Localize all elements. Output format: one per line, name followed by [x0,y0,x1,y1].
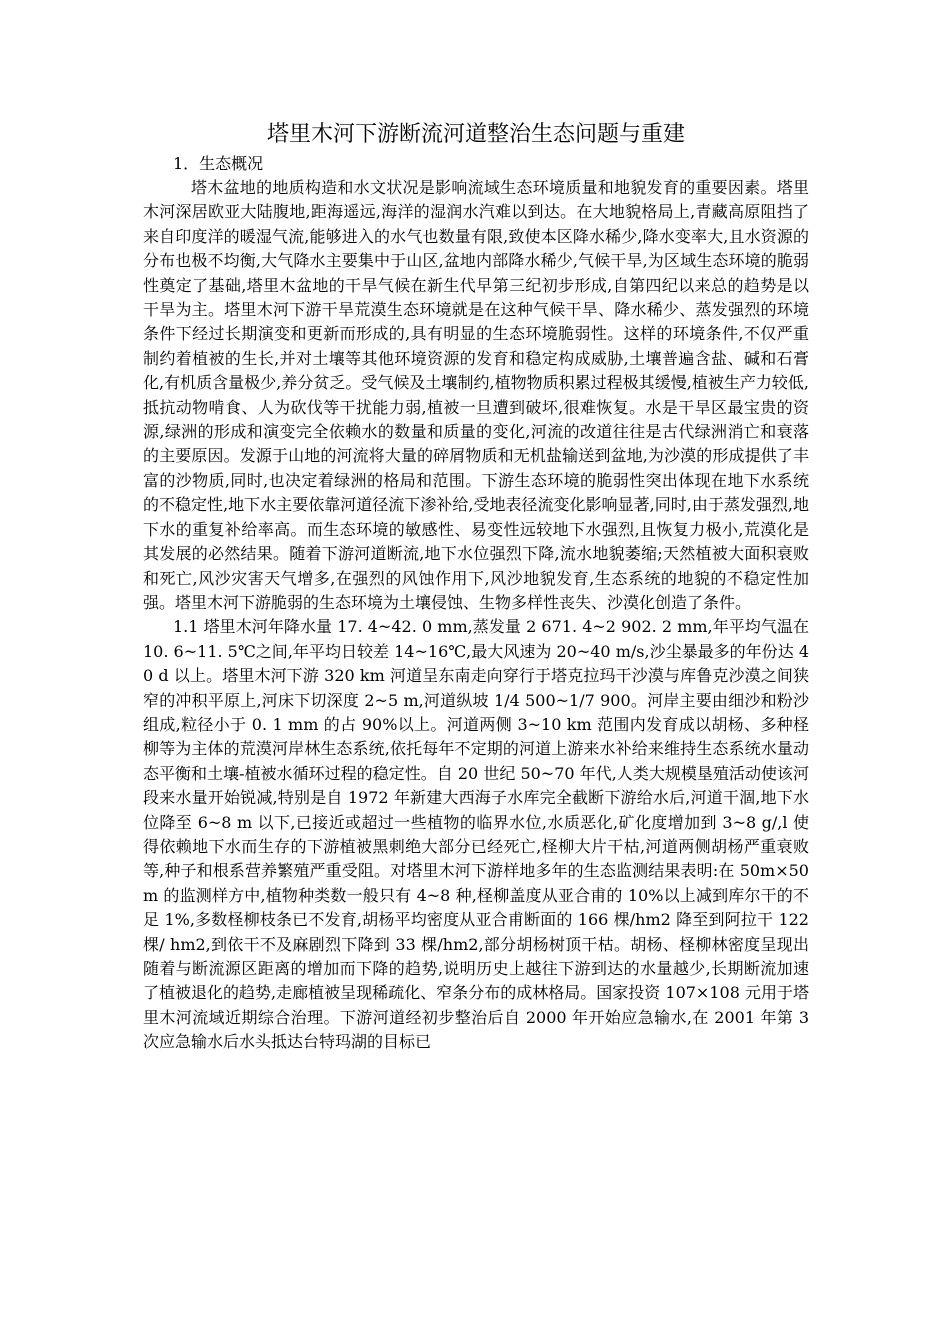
document-title: 塔里木河下游断流河道整治生态问题与重建 [266,122,685,147]
section-heading: 1．生态概况 [173,154,264,173]
body-paragraph: 塔木盆地的地质构造和水文状况是影响流域生态环境质量和地貌发育的重要因素。塔里木河深居欧亚大陆腹地,距海遥远,海洋的湿润水汽难以到达。在大地貌格局上,青藏高原阻挡了来自印度洋的暖湿气流,能够进入的水气也数量有限,致使本区降水稀少,降水变率大,且水资源的分布也极不均衡,大气降水主要集中于山区,盆地内部降水稀少,气候干旱,为区域生态环境的脆弱性奠定了基础,塔里木盆地的干旱气候在新生代早第三纪初步形成,自第四纪以来总的趋势是以干旱为主。塔里木河下游干旱荒漠生态环境就是在这种气候干旱、降水稀少、蒸发强烈的环境条件下经过长期演变和更新而形成的,具有明显的生态环境脆弱性。这样的环境条件,不仅严重制约着植被的生长,并对土壤等其他环境资源的发育和稳定构成威胁,土壤普遍含盐、碱和石膏化,有机质含量极少,养分贫乏。受气候及土壤制约,植物物质积累过程极其缓慢,植被生产力较低,抵抗动物啃食、人为砍伐等干扰能力弱,植被一旦遭到破坏,很难恢复。水是干旱区最宝贵的资源,绿洲的形成和演变完全依赖水的数量和质量的变化,河流的改道往往是古代绿洲消亡和衰落的主要原因。发源于山地的河流将大量的碎屑物质和无机盐输送到盆地,为沙漠的形成提供了丰富的沙物质,同时,也决定着绿洲的格局和范围。下游生态环境的脆弱性突出体现在地下水系统的不稳定性,地下水主要依靠河道径流下渗补给,受地表径流变化影响显著,同时,由于蒸发强烈,地下水的重复补给率高。而生态环境的敏感性、易变性远较地下水强烈,且恢复力极小,荒漠化是其发展的必然结果。随着下游河道断流,地下水位强烈下降,流水地貌萎缩;天然植被大面积衰败和死亡,风沙灾害天气增多,在强烈的风蚀作用下,风沙地貌发育,生态系统的地貌的不稳定性加强。塔里木河下游脆弱的生态环境为土壤侵蚀、生物多样性丧失、沙漠化创造了条件。 [143,178,809,612]
body-paragraph: 1.1 塔里木河年降水量 17. 4~42. 0 mm,蒸发量 2 671. 4~2 902. 2 mm,年平均气温在 10. 6~11. 5℃之间,年平均日较差 14~16℃,最大风速为 20~40 m/s,沙尘暴最多的年份达 40 d 以上。塔里木河下游 320 km 河道呈东南走向穿行于塔克拉玛干沙漠与库鲁克沙漠之间狭窄的冲积平原上,河床下切深度 2~5 m,河道纵坡 1/4 500~1/7 900。河岸主要由细沙和粉沙组成,粒径小于 0. 1 mm 的占 90%以上。河道两侧 3~10 km 范围内发育成以胡杨、多种柽柳等为主体的荒漠河岸林生态系统,依托每年不定期的河道上游来水补给来维持生态系统水量动态平衡和土壤-植被水循环过程的稳定性。自 20 世纪 50~70 年代,人类大规模垦殖活动使该河段来水量开始锐减,特别是自 1972 年新建大西海子水库完全截断下游给水后,河道干涸,地下水位降至 6~8 m 以下,已接近或超过一些植物的临界水位,水质恶化,矿化度增加到 3~8 g/,l 使得依赖地下水而生存的下游植被黑刺绝大部分已经死亡,柽柳大片干枯,河道两侧胡杨严重衰败等,种子和根系营养繁殖严重受阻。对塔里木河下游样地多年的生态监测结果表明:在 50m×50m 的监测样方中,植物种类数一般只有 4~8 种,柽柳盖度从亚合甫的 10%以上减到库尔干的不足 1%,多数柽柳枝条已不发育,胡杨平均密度从亚合甫断面的 166 棵/hm2 降至到阿拉干 122 棵/ hm2,到依干不及麻剧烈下降到 33 棵/hm2,部分胡杨树顶干枯。胡杨、柽柳林密度呈现出随着与断流源区距离的增加而下降的趋势,说明历史上越往下游到达的水量越少,长期断流加速了植被退化的趋势,走廊植被呈现稀疏化、窄条分布的成林格局。国家投资 107×108 元用于塔里木河流域近期综合治理。下游河道经初步整治后自 2000 年开始应急输水,在 2001 年第 3 次应急输水后水头抵达台特玛湖的目标已 [143,617,809,1052]
document-page [143,120,809,1055]
